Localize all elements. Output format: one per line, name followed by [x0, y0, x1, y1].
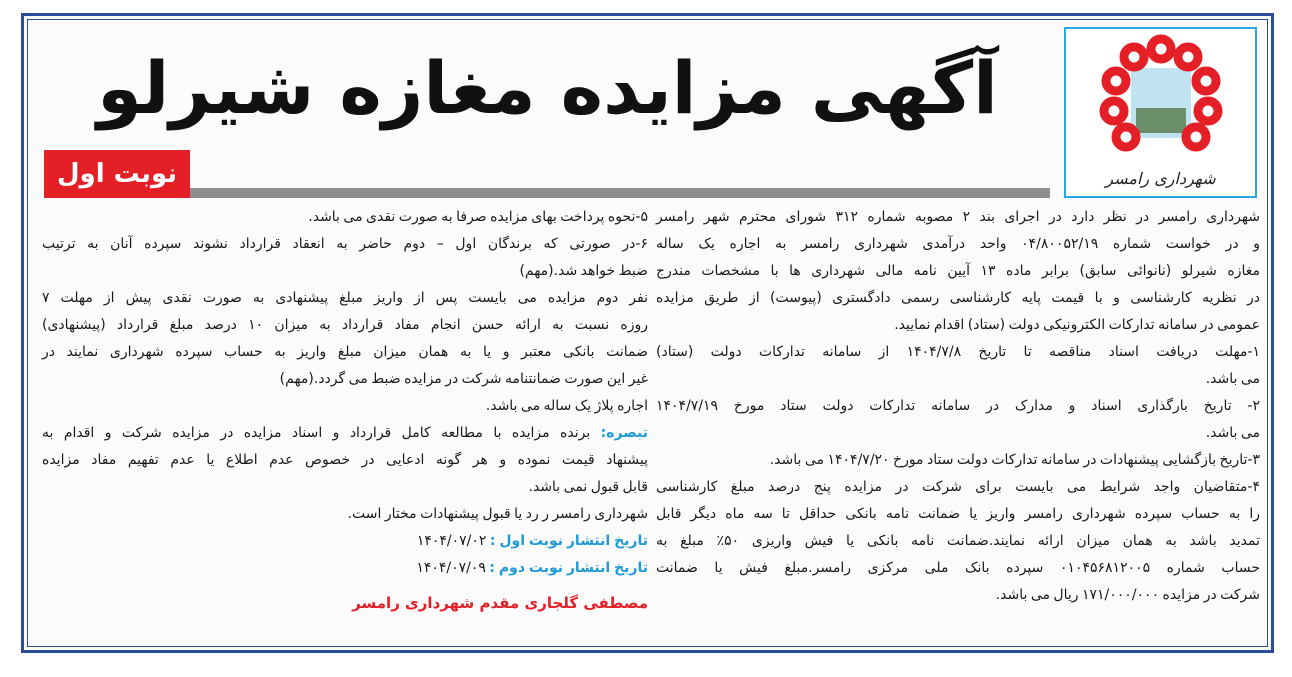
reserve-text: شهرداری رامسر ر رد یا قبول پیشنهادات مختار است.: [347, 506, 648, 522]
text-line: شرکت در مزایده ۱۷۱/۰۰۰/۰۰۰ ریال می باشد.: [995, 587, 1260, 603]
publish-first-label: تاریخ انتشار نوبت اول :: [489, 533, 648, 549]
municipality-logo: [1064, 27, 1257, 198]
publish-first: [42, 528, 648, 555]
header-divider: [190, 188, 1050, 198]
text-line: نفر دوم مزایده می بایست پس از واریز مبلغ پیشنهادی به صورت نقدی پیش از مهلت ۷: [42, 290, 648, 306]
publish-second-date: ۱۴۰۴/۰۷/۰۹: [416, 560, 486, 576]
publish-second-label: تاریخ انتشار نوبت دوم :: [489, 560, 648, 576]
note-text: برنده مزایده با مطالعه کامل قرارداد و اسناد مزایده در مزایده شرکت و اقدام به: [42, 425, 591, 441]
publish-first-date: ۱۴۰۴/۰۷/۰۲: [416, 533, 487, 549]
text-line: ۲- تاریخ بارگذاری اسناد و مدارک در سامانه تدارکات دولت ستاد مورخ ۱۴۰۴/۷/۱۹: [656, 398, 1260, 414]
logo-text: شهرداری رامسر: [1105, 169, 1216, 188]
page-title: آگهی مزایده مغازه شیرلو: [97, 46, 998, 130]
text-line: می باشد.: [1205, 371, 1260, 387]
text-line: شهرداری رامسر در نظر دارد در اجرای بند ۲ مصوبه شماره ۳۱۲ شورای محترم شهر رامسر: [656, 209, 1260, 225]
text-line: ضبط خواهد شد.(مهم): [519, 263, 648, 279]
note-line: قابل قبول نمی باشد.: [528, 479, 648, 495]
text-line: ۱-مهلت دریافت اسناد مناقصه تا تاریخ ۱۴۰۴/۷/۸ از سامانه تدارکات دولت (ستاد): [656, 344, 1260, 360]
text-line: اجاره پلاژ یک ساله می باشد.: [485, 398, 648, 414]
publish-second: [42, 555, 648, 582]
edition-badge: نوبت اول: [44, 150, 190, 198]
text-line: روزه نسبت به ارائه حسن انجام مفاد قرارداد به میزان ۱۰ درصد مبلغ قرارداد (پیشنهادی): [42, 317, 648, 333]
text-line: ضمانت بانکی معتبر و یا به همان میزان مبلغ واریز به حساب سپرده شهرداری نمایند در: [42, 344, 648, 360]
text-line: عمومی در سامانه تدارکات الکترونیکی دولت (ستاد) اقدام نمایید.: [894, 317, 1260, 333]
text-line: ۶-در صورتی که برندگان اول – دوم حاضر به انعقاد قرارداد نشوند سپرده آنان به ترتیب: [42, 236, 648, 252]
text-line: را به حساب سپرده شهرداری رامسر واریز یا ضمانت نامه بانکی حداقل تا سه ماه دیگر قابل: [656, 506, 1260, 522]
note-line: پیشنهاد قیمت نموده و هر گونه ادعایی در خصوص عدم اطلاع یا عدم تفهیم مفاد مزایده: [42, 452, 648, 468]
text-line: ۴-متقاضیان واجد شرایط می بایست برای شرکت در مزایده پنج درصد مبلغ کارشناسی: [656, 479, 1260, 495]
text-line: غیر این صورت ضمانتنامه شرکت در مزایده ضبط می گردد.(مهم): [279, 371, 648, 387]
text-line: مغازه شیرلو (نانوائی سابق) برابر ماده ۱۳ آیین نامه مالی شهرداری ها با مشخصات مندرج: [656, 263, 1261, 279]
text-line: ۳-تاریخ بازگشایی پیشنهادات در سامانه تدارکات دولت ستاد مورخ ۱۴۰۴/۷/۲۰ می باشد.: [769, 452, 1260, 468]
note-label: تبصره:: [600, 425, 648, 441]
text-line: ۵-نحوه پرداخت بهای مزایده صرفا به صورت نقدی می باشد.: [308, 209, 648, 225]
logo-emblem-icon: [1096, 33, 1226, 153]
text-line: و در خواست شماره ۰۴/۸۰۰۵۲/۱۹ واحد درآمدی شهرداری رامسر به اجاره یک ساله: [656, 236, 1261, 252]
left-column: [42, 204, 648, 616]
right-column: [656, 204, 1260, 609]
note-line: [42, 420, 648, 447]
text-line: تمدید باشد به همان میزان ارائه نمایند.ضمانت نامه بانکی یا فیش واریزی ۵۰٪ مبلغ به: [656, 533, 1260, 549]
signature: مصطفی گلجاری مقدم شهرداری رامسر: [352, 594, 648, 612]
text-line: می باشد.: [1205, 425, 1260, 441]
text-line: در نظریه کارشناسی و با قیمت پایه کارشناسی رسمی دادگستری (پیوست) از طریق مزایده: [656, 290, 1260, 306]
text-line: حساب شماره ۰۱۰۴۵۶۸۱۲۰۰۵ سپرده بانک ملی مرکزی رامسر.مبلغ فیش یا ضمانت: [656, 560, 1260, 576]
